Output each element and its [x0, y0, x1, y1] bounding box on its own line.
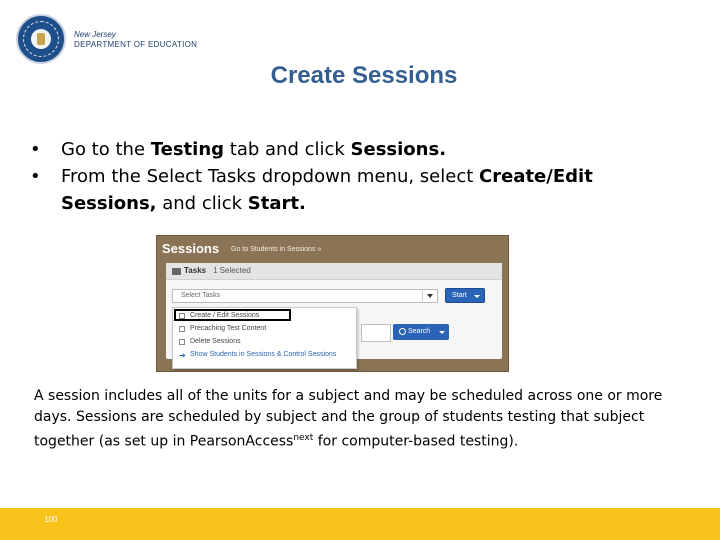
search-button[interactable] — [393, 324, 449, 340]
tasks-dropdown-menu — [172, 307, 357, 369]
agency-state: New Jersey — [74, 30, 116, 39]
checkbox-icon[interactable] — [179, 326, 185, 332]
bullet-item — [30, 163, 690, 217]
footer-bar — [0, 508, 720, 540]
bullet-bold: Create/Edit Sessions, — [61, 166, 593, 214]
session-description — [34, 386, 694, 453]
agency-name — [74, 30, 197, 49]
select-tasks-placeholder: Select Tasks — [181, 292, 221, 299]
sessions-screenshot — [156, 235, 509, 372]
menu-item-label: Create / Edit Sessions — [190, 312, 260, 319]
bullet-bold: Start. — [247, 193, 306, 214]
arrow-right-icon: ➔ — [179, 351, 186, 360]
paragraph-superscript: next — [293, 433, 314, 443]
bullet-bold: Testing — [150, 139, 225, 160]
search-input[interactable] — [361, 324, 391, 342]
search-label: Search — [408, 328, 431, 335]
menu-item-label: Delete Sessions — [190, 338, 241, 345]
paragraph-text-end: for computer-based testing). — [313, 433, 519, 450]
start-label: Start — [452, 292, 467, 299]
caret-down-icon — [474, 295, 480, 298]
caret-down-icon — [439, 331, 445, 334]
bullet-text: Go to the — [61, 139, 151, 160]
slide-title: Create Sessions — [270, 62, 458, 89]
students-in-sessions-link[interactable]: Go to Students in Sessions » — [231, 246, 322, 253]
sessions-title: Sessions — [162, 241, 220, 256]
select-tasks-dropdown[interactable] — [172, 289, 438, 303]
bullet-item — [30, 136, 690, 163]
bullet-bold: Sessions. — [350, 139, 447, 160]
paragraph-text: A session includes all of the units for a subject and may be scheduled across one or more days. Sessions are scheduled by subject and the group of students testing that subject together (as set up in PearsonAccess — [34, 388, 663, 450]
seal-core — [31, 29, 51, 49]
bullet-text: and click — [156, 193, 248, 214]
tasks-header — [166, 263, 502, 280]
bullet-list — [30, 136, 690, 217]
agency-department: DEPARTMENT OF EDUCATION — [74, 40, 198, 49]
chevron-down-icon[interactable] — [422, 290, 437, 302]
tasks-label: Tasks — [184, 266, 207, 275]
nj-state-seal-icon — [16, 14, 66, 64]
bullet-text: From the Select Tasks dropdown menu, select — [61, 166, 480, 187]
bullet-text: tab and click — [224, 139, 351, 160]
folder-icon — [172, 268, 181, 275]
menu-item-label: Precaching Test Content — [190, 325, 267, 332]
tasks-count: 1 Selected — [213, 266, 251, 275]
start-button[interactable] — [445, 288, 485, 303]
menu-item-label: Show Students in Sessions & Control Sessions — [190, 351, 337, 358]
checkbox-icon[interactable] — [179, 339, 185, 345]
page-number: 100 — [44, 515, 58, 524]
search-icon — [399, 328, 406, 335]
highlight-box — [174, 309, 291, 321]
